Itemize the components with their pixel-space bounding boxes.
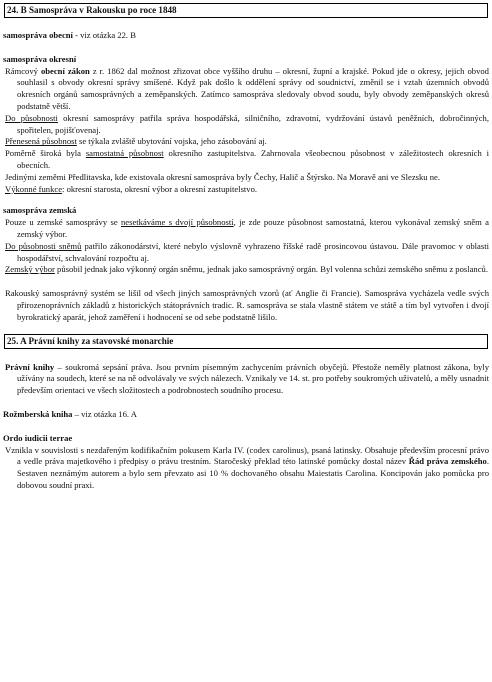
pravni-knihy-paragraph: Právní knihy – soukromá sepsání práva. Jsou prvním písemným zachycením právních obyčejů. Přestože neměly platnost zákona, byly užívány na soudech, které se na ně odvolávaly ve svých nálezech. Vznikaly ve 14. st. pro potřeby soukromých uživatelů, a měly usnadnit především orientaci ve všech složitostech a podrobnostech soudního procesu. xyxy=(5,361,489,396)
obecni-label: samospráva obecní xyxy=(3,30,73,40)
section-heading-24b: 24. B Samospráva v Rakousku po roce 1848 xyxy=(4,3,488,18)
okresni-paragraph-1: Rámcový obecní zákon z r. 1862 dal možnost zřizovat obce vyššího druhu – okresní, župní a krajské. Pokud jde o okresy, jejich obvod souhlasil s obvody okresní správy smíšené. Když pak došlo k oddělení správy od soudnictví, změnil se i vztah územních obvodů okresních orgánů samosprávných a zeměpanských. Zatímco samospráva sledovaly obvod soudu, byly obvody zeměpanských okresů podstatně větší. xyxy=(5,65,489,111)
rozmberska-line: Rožmberská kniha – viz otázka 16. A xyxy=(3,408,137,419)
obecni-line xyxy=(3,30,489,42)
okresni-paragraph-5: Jedinými zeměmi Předlitavska, kde existovala okresní samospráva byly Čechy, Halič a Štýrsko. Na Moravě ani ve Slezsku ne. xyxy=(5,171,440,182)
okresni-paragraph-4: Poměrně široká byla samostatná působnost okresního zastupitelstva. Zahrnovala všeobecnou působnost v záležitostech okresních i obecních. xyxy=(5,148,489,170)
okresni-label: samospráva okresní xyxy=(3,53,77,64)
zemska-paragraph-1: Pouze u zemské samosprávy se nesetkáváme s dvojí působností, je zde pouze působnost samostatná, kterou vykonával zemský sněm a zemský výbor. xyxy=(5,217,489,239)
okresni-paragraph-3: Přenesená působnost se týkala zvláště ubytování vojska, jeho zásobování aj. xyxy=(5,136,267,147)
zemska-paragraph-3: Zemský výbor působil jednak jako výkonný orgán sněmu, jednak jako samosprávný orgán. Byl volenna schůzi zemského sněmu z poslanců. xyxy=(5,264,488,275)
ordo-paragraph: Vznikla v souvislosti s nezdařeným kodifikačním pokusem Karla IV. (codex carolinus), psaná latinsky. Obsahuje především procesní právo a vedle práva majetkového i předpisy o právu trestním. Staročeský překlad této latinské pomůcky dostal název Řád práva zemského. Sestaven neznámým autorem a bylo sem převzato asi 10 % dochovaného obsahu Maiestatis Carolina. Koncipován jako pomůcka pro dobovou soudní praxi. xyxy=(5,444,489,490)
zemska-label: samospráva zemská xyxy=(3,205,77,216)
section-heading-25a: 25. A Právní knihy za stavovské monarchie xyxy=(4,334,488,349)
ordo-label: Ordo iudicii terrae xyxy=(3,432,73,443)
obecni-ref: - viz otázka 22. B xyxy=(72,30,136,40)
zemska-paragraph-4: Rakouský samosprávný systém se lišil od všech jiných samosprávných vzorů (ať Anglie či Francie). Samospráva vycházela vedle svých přirozenoprávních základů z historických státoprávních tradic. R. samospráva se stala vlastně státem ve státě a tím byl vytvořen i dvojí byrokratický aparát, jehož zaměření i hodnocení se od sebe podstatně lišilo. xyxy=(5,288,489,322)
zemska-paragraph-2: Do působnosti sněmů patřilo zákonodárství, které nebylo výslovně vyhrazeno říšské radě prosincovou ústavou. Dále pravomoc v oblasti hospodářství, schvalování rozpočtu aj. xyxy=(5,240,489,263)
okresni-paragraph-2: Do působnosti okresní samosprávy patřila správa hospodářská, silničního, zdravotní, vydržování ústavů peněžních, dobročinných, spořitelen, pojišťovenaj. xyxy=(5,112,489,135)
okresni-paragraph-6: Výkonné funkce: okresní starosta, okresní výbor a okresní zastupitelstvo. xyxy=(5,183,258,194)
